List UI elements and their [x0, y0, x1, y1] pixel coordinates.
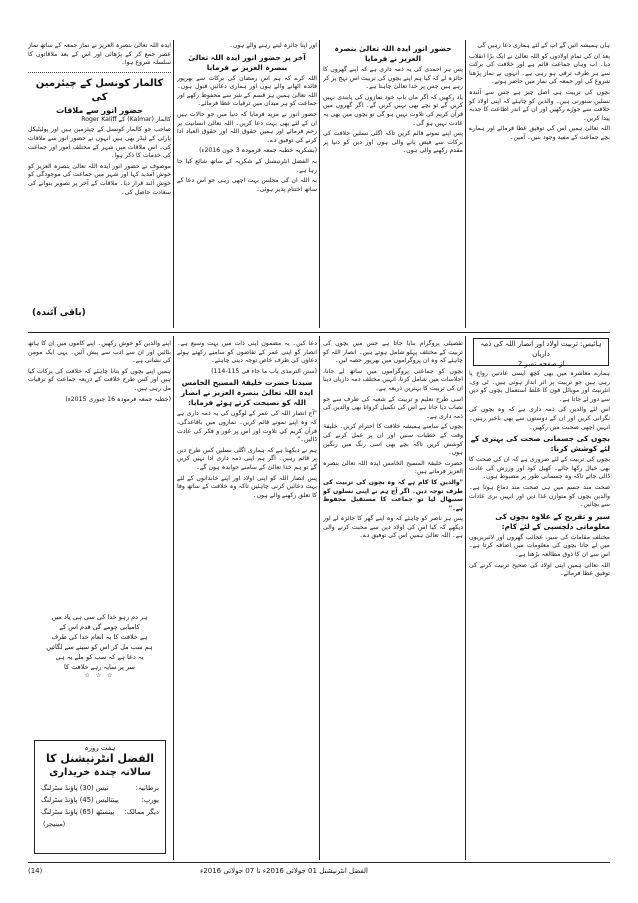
poem-line: ہر دم رہو خدا کی سی ہی یاد میں: [51, 613, 148, 621]
paragraph: ہمارے معاشرہ میں بھی کچھ ایسی عادتیں رواج پا رہی ہیں جو تربیت پر اثر انداز ہوتی ہیں۔ ٹی وی، انٹرنیٹ اور موبائل فون کا غلط استعمال بچوں کو دین سے دور لے جاتا ہے۔: [469, 370, 610, 403]
paragraph: اللہ تعالیٰ ہمیں اپنی اولاد کی صحیح تربیت کرنے کی توفیق عطا فرمائے۔: [469, 561, 610, 578]
paragraph: پس انصار اللہ کو اپنی اولاد اور اپنے خاندانوں کے لئے بہت دعائیں کرنی چاہئیں تاکہ وہ خلافت کے ساتھ وفا کا تعلق رکھنے والے ہوں۔: [177, 474, 317, 499]
column-divider: [173, 336, 174, 860]
box-lead: ہفت روزہ: [84, 744, 116, 752]
bottom-column-2: [323, 340, 463, 860]
paragraph: بچوں کو جماعتی پروگراموں میں ساتھ لے جانا، اجلاسات میں شامل کرنا، انہیں مختلف ذمہ داریاں دینا ان کی تربیت کا بہترین ذریعہ ہے۔: [323, 367, 463, 392]
top-column-3: [177, 42, 317, 328]
footer-rule: [28, 862, 610, 863]
paragraph: اپنے والدین کو خوش رکھیں۔ اپنے کاموں میں ان کا ہاتھ بٹائیں اور ان سے ادب سے پیش آئیں۔ یہی ایک مومن کی نشانی ہے۔: [28, 340, 171, 365]
poem-line: ہے خلافت کا یہ انعام خدا کی طرف: [51, 633, 148, 641]
paragraph: بچوں کی تربیت کے لئے ضروری ہے کہ ان کی صحت کا بھی خیال رکھا جائے۔ کھیل کود اور ورزش کی عادت ڈالی جائے تاکہ وہ جسمانی طور پر مضبوط ہوں۔: [469, 456, 610, 481]
citation: (سنن الترمذی باب ما جاء فی 115-114): [211, 367, 317, 375]
paragraph: یاد رکھیں کہ اگر ماں باپ خود نمازوں کی پابندی نہیں کریں گے تو بچے بھی نہیں کریں گے۔ اگر گھروں میں قرآن کریم کی تلاوت نہیں ہو گی تو بچوں میں بھی یہ عادت نہیں ہو گی۔: [323, 93, 463, 127]
section-heading: سیدنا حضرت خلیفۃ المسیح الخامس ایدہ اللہ تعالیٰ بنصرہ العزیز نے انصار اللہ کو نصیحت کرتے ہوئے فرمایا:: [180, 378, 314, 408]
paragraph: ہاں ہمیشہ آئیں گے آپ کے لئے ہماری دعا رہیں گی: [477, 42, 610, 49]
bottom-column-4: [28, 340, 171, 610]
paragraph: ایدہ اللہ تعالیٰ بنصرہ العزیز نے نماز جمعہ کے ساتھ نماز عصر جمع کر کے پڑھائی اور اس کے بعد ملاقاتوں کا سلسلہ شروع ہوا۔: [28, 42, 171, 67]
paragraph: بعد ان کی تمام اولادوں کو اللہ تعالیٰ نے ایک بڑا انقلاب دیا۔ اب وہاں جماعت قائم ہے اور خلافت کی برکت سے ہر طرف ترقی ہو رہی ہے۔ انہوں نے نماز پڑھنا شروع کی اور جمعہ کی نماز میں حاضر ہوتے۔: [469, 52, 610, 86]
section-heading: بچوں کی جسمانی صحت کی بہتری کے لئے کوشش کرنا:: [470, 434, 610, 454]
paragraph: صحت مند جسم میں ہی صحت مند دماغ ہوتا ہے۔ والدین بچوں کو متوازن غذا دیں اور انہیں بری عادات سے بچائیں۔: [469, 483, 610, 509]
column-divider: [465, 40, 466, 328]
price-value: پینسٹھ (65) پاؤنڈ سٹرلنگ: [41, 808, 115, 816]
box-title: ہائیس: تربیت اولاد اور انصار اللہ کی ذمہ داریاں: [480, 340, 602, 358]
poem-line: کامیابی چومے گی قدم اس کے: [59, 623, 140, 631]
price-value: پینتالیس (45) پاؤنڈ سٹرلنگ: [41, 796, 119, 804]
star-separator: ☆ ☆ ☆: [84, 672, 115, 679]
poem-line: یہ دعا ہے کہ سب کو ملے یہ ہی: [55, 653, 144, 661]
box-subtitle: سالانہ چندہ خریداری: [49, 767, 151, 778]
column-divider: [173, 40, 174, 328]
section-divider: [28, 332, 610, 333]
region-label: یورپ:: [141, 796, 159, 804]
paragraph: دعا کیں۔ یہ مضمون اپنی ذات میں بہت وسیع ہے۔ انصار کو اپنی عمر کے تقاضوں کو سامنے رکھتے ہوئے دعاؤں کی طرف خاص توجہ دینی چاہئے۔: [177, 340, 317, 365]
paragraph: تفصیلی پروگرام بنایا جاتا ہے جس میں بچوں کی تربیت کے مختلف پہلو شامل ہوتے ہیں۔ انصار اللہ کو چاہئے کہ وہ ان پروگراموں میں بھرپور حصہ لیں۔: [323, 340, 463, 365]
page-number: (14): [28, 867, 43, 875]
dotted-rule: [28, 72, 171, 73]
citation: (خطبہ جمعہ فرمودہ 16 جنوری 2015ء): [65, 395, 171, 403]
price-value: تیس (30) پاؤنڈ سٹرلنگ: [41, 784, 109, 792]
column-divider: [465, 336, 466, 860]
to-be-continued: (باقی آئندہ): [32, 308, 86, 318]
section-heading: سیر و تفریح کے علاوہ بچوں کی معلوماتی دلچسپی کے لئے کام:: [495, 511, 610, 531]
paragraph: بہ اللہ ان کی مجلس بہت اچھی رہی جو اس دعا کے ساتھ اختتام پذیر ہوئی۔: [177, 177, 317, 193]
top-column-1: [469, 42, 610, 328]
quote: "والدین کا کام ہے کہ وہ بچوں کی تربیت کی طرف توجہ دیں۔ اگر آج ہم نے اپنی نسلوں کو سنبھال لیا تو جماعت کا مستقبل محفوظ ہے۔": [323, 478, 463, 512]
price-row: [41, 794, 159, 806]
paragraph: صاحب جو کالمار کونسل کے چیئرمین ہیں اور پولیٹیکل پارٹی کے لیڈر بھی ہیں انہوں نے حضور انور سے ملاقات کی۔ اس ملاقات میں شہر کے مختلف امور اور جماعت کی خدمات کا ذکر ہوا۔: [28, 126, 171, 160]
name-line: کالمار (Kalmar) کے Roger Kaliff: [81, 115, 171, 123]
paragraph: بچوں کی تربیت ہی اصل چیز ہے جس سے آئندہ نسلیں سنورتی ہیں۔ والدین کو چاہئے کہ اپنی اولاد کو خلافت سے جوڑے رکھیں اور ان کے اندر اطاعت کا جذبہ پیدا کریں۔: [469, 88, 610, 122]
paragraph: اور اپنا جائزہ لیتے رہنے والے ہوں۔: [229, 42, 317, 49]
paragraph: پس ہر ناصر کو چاہئے کہ وہ اپنے گھر کا جائزہ لے اور دیکھے کہ کیا اس کی اولاد دین سے محبت کرنے والی ہے۔ اللہ تعالیٰ ہمیں اس کی توفیق دے۔: [323, 515, 463, 540]
subscription-box: [34, 740, 166, 854]
box-note: (مینیجر): [43, 820, 66, 828]
price-row: [41, 806, 159, 818]
article-subtitle: حضور انور سے ملاقات: [56, 105, 143, 115]
section-heading: حضور انور ایدہ اللہ تعالیٰ بنصرہ العزیز نے فرمایا: [334, 44, 452, 63]
region-label: برطانیہ:: [135, 784, 159, 792]
price-row: [41, 782, 159, 794]
poem-block: [28, 612, 171, 679]
top-column-4: [28, 42, 171, 328]
paragraph: "آج انصار اللہ کی عمر کے لوگوں کی یہ ذمہ داری ہے کہ وہ اپنے نمونے قائم کریں۔ نمازوں میں باقاعدگی، قرآن کریم کی تلاوت اور اس پر غور و فکر کی عادت ڈالیں۔": [177, 410, 317, 444]
box-title: الفضل انٹرنیشنل کا: [45, 752, 155, 765]
paragraph: موصوف نے حضور انور ایدہ اللہ تعالیٰ بنصرہ العزیز کو خوش آمدید کہا اور شہر میں جماعت کی موجودگی کو خوش آئند قرار دیا۔ ملاقات کے آخر پر تصویر بنوانے کی سعادت حاصل کی۔: [28, 162, 171, 196]
bottom-column-3: [177, 340, 317, 860]
paragraph: اللہ تعالیٰ ہمیں اس کی توفیق عطا فرمائے اور ہمارے بچے جماعت کے مفید وجود بنیں۔ آمین۔: [469, 125, 610, 141]
paragraph: بہ الفضل انٹرنیشنل کے شکریہ کے ساتھ شائع کیا جا رہا ہے۔: [177, 157, 317, 174]
paragraph: بچوں کے سامنے ہمیشہ خلافت کا احترام کریں۔ خلیفۂ وقت کے خطبات سنیں اور ان پر عمل کرنے کی کوشش کریں تاکہ بچے بھی اسی رنگ میں رنگین ہوں۔: [323, 423, 463, 457]
paragraph: ہمیں اپنے بچوں کو بتانا چاہئے کہ خلافت کی برکات کیا ہیں اور کس طرح خلافت کے ذریعہ جماعت کو ترقیات مل رہی ہیں۔: [28, 367, 171, 392]
paragraph: اسی طرح تعلیم و تربیت کے شعبہ کی طرف سے جو نصاب دیا جاتا ہے اس کی تکمیل کروانا بھی والدین کی ذمہ داری ہے۔: [323, 395, 463, 420]
column-divider: [319, 40, 320, 328]
paragraph: حضور انور نے مزید فرمایا کہ دنیا میں جو حالات ہیں ان کے لئے بھی بہت دعا کریں۔ اللہ تعالیٰ انسانیت پر رحم فرمائے اور ہمیں حقوق اللہ اور حقوق العباد ادا کرنے کی توفیق دے۔: [177, 110, 317, 144]
poem-line: سر پر سایہ رہے خلافت کا: [63, 663, 136, 671]
paragraph: ہم نے دیکھنا ہے کہ ہماری اگلی نسلیں کس طرح دین پر قائم رہیں۔ اگر ہم اپنی ذمہ داری ادا نہیں کریں گے تو ہم خدا تعالیٰ کے سامنے جوابدہ ہوں گے۔: [177, 446, 317, 471]
issue-line: الفضل انٹرنیشنل 01 جولائی 2016ء تا 07 جولائی 2016ء: [200, 867, 368, 875]
paragraph: پس ہر احمدی کی یہ ذمہ داری ہے کہ اپنے گھروں کا جائزہ لے کہ کیا ہم اپنے بچوں کی تربیت اس نہج پر کر رہے ہیں جس پر خدا تعالیٰ چاہتا ہے۔: [323, 66, 463, 91]
article-title: کالمار کونسل کے چیئرمین کی: [35, 77, 164, 103]
paragraph: اس لئے والدین کی ذمہ داری ہے کہ وہ بچوں کی نگرانی کریں اور ان کے دوستوں سے بھی باخبر رہیں۔ انہیں اچھی صحبت میں رکھیں۔: [469, 406, 610, 431]
paragraph: حضرت خلیفۃ المسیح الخامس ایدہ اللہ تعالیٰ بنصرہ العزیز فرماتے ہیں:: [323, 459, 463, 476]
column-divider: [319, 336, 320, 860]
top-column-2: [323, 42, 463, 328]
paragraph: پس اپنے نمونے قائم کریں تاکہ اگلی نسلیں خلافت کی برکات سے فیض پانے والی ہوں اور دین کو دنیا پر مقدم رکھنے والی ہوں۔: [323, 130, 463, 155]
poem-line: ہم سب مل کر اس کو سینے سے لگائیں: [46, 643, 153, 651]
newspaper-page: [28, 40, 610, 860]
citation: (بشکریہ خطبہ جمعہ فرمودہ 3 جون 2016ء): [199, 147, 317, 155]
paragraph: اللہ کرے کہ ہم اس رمضان کی برکات سے بھرپور فائدہ اٹھانے والے ہوں اور ہماری دعائیں قبول ہوں۔ اللہ تعالیٰ ہمیں ہر قسم کے شر سے محفوظ رکھے اور جماعت کو ہر میدان میں ترقیات عطا فرمائے۔: [177, 74, 317, 108]
section-heading: آخر پر حضور انور ایدہ اللہ تعالیٰ بنصرہ العزیز نے فرمایا: [188, 52, 306, 72]
bottom-column-1: [469, 370, 610, 860]
box-subtitle: از صفحہ نمبر 2: [517, 360, 565, 368]
paragraph: مختلف مقامات کی سیر، عجائب گھروں اور لائبریریوں میں لے جانا بچوں کی معلومات میں اضافہ کرتا ہے۔ اس سے ان کا ذوق مطالعہ بڑھتا ہے۔: [469, 533, 610, 558]
region-label: دیگر ممالک:: [124, 808, 159, 816]
continuation-box: [473, 338, 609, 366]
price-list: [35, 780, 165, 820]
